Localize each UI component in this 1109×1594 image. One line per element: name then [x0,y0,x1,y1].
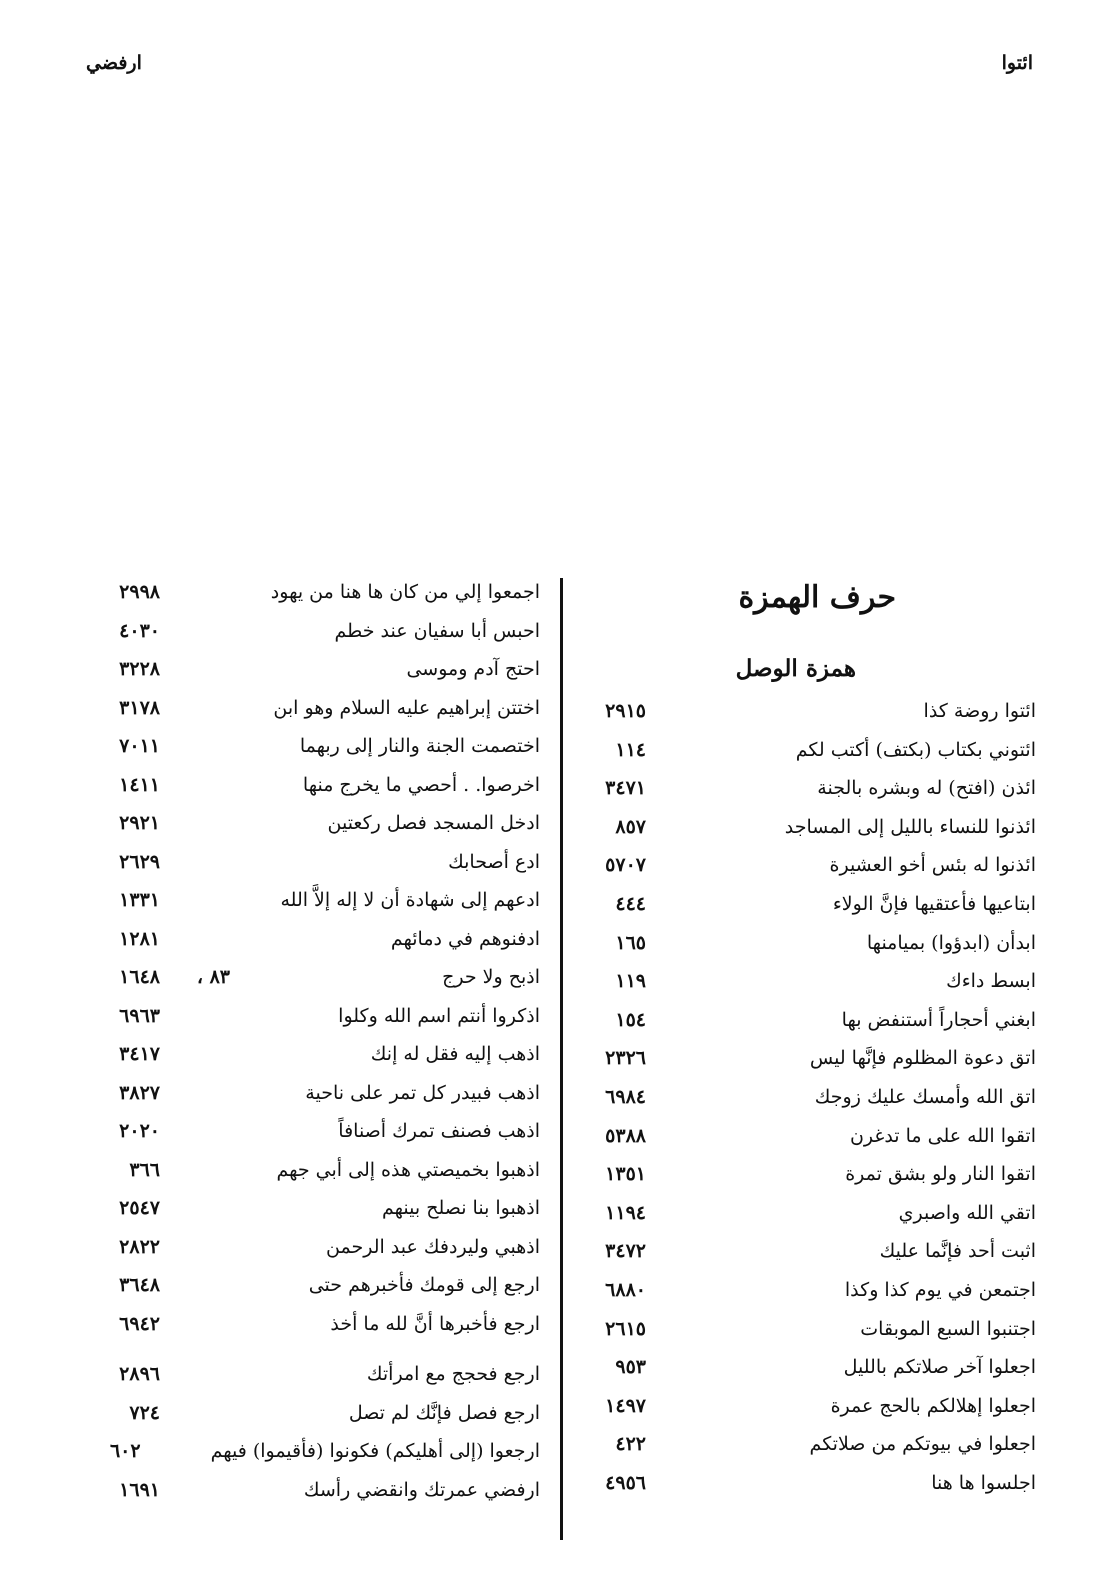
entry-text: اخرصوا. . أحصي ما يخرج منها [302,773,540,796]
entry-ref-number: ٣٤٧٢ [605,1240,646,1263]
index-entry [90,774,540,813]
entry-ref-number: ٢٦٢٩ [119,850,160,873]
index-entry [586,932,1036,971]
index-entry [90,1236,540,1275]
entry-text: ادع أصحابك [448,850,540,873]
section-title: حرف الهمزة [738,580,896,615]
left-column [90,581,540,1517]
entry-text: ارجع فأخبرها أنَّ لله ما أخذ [330,1312,540,1335]
entry-text: ائذنوا له بئس أخو العشيرة [829,854,1036,877]
entry-text: ارجع فحجج مع امرأتك [366,1363,540,1385]
entry-text: ابسط داءك [946,970,1036,993]
entry-ref-number: ١٥٤ [615,1008,646,1031]
entry-text: ارجع إلى قومك فأخبرهم حتى [308,1274,540,1296]
index-entry [90,1440,540,1479]
entry-ref-number: ٦٩٨٤ [605,1085,646,1108]
index-entry [90,851,540,890]
index-entry [586,1279,1036,1318]
spacer [90,1351,540,1363]
entry-ref-number: ٣٢٢٨ [119,658,160,680]
entry-text: اختصمت الجنة والنار إلى ربهما [299,735,540,757]
index-entry [90,1005,540,1044]
index-entry [90,1479,540,1518]
index-entry [586,1356,1036,1395]
entry-ref-number: ٦٩٤٢ [119,1312,160,1335]
entry-ref-number: ٢٩١٥ [605,700,646,722]
entry-ref-number: ٣٤١٧ [119,1043,160,1065]
entry-text: ائذن (افتح) له وبشره بالجنة [817,777,1036,800]
entry-text: اذهب فصنف تمرك أصنافاً [338,1120,540,1142]
index-entry [90,658,540,697]
entry-ref-number: ١١٩ [615,970,646,993]
entry-text: اذهب فبيدر كل تمر على ناحية [305,1081,540,1104]
entry-text: اجتمعن في يوم كذا وكذا [844,1278,1036,1301]
entry-ref-number: ١٦٩١ [119,1478,160,1501]
index-entry [586,1202,1036,1241]
entry-ref-number: ١٢٨١ [119,927,160,950]
entry-text: اذهب إليه فقل له إنك [370,1043,540,1065]
entry-text: اجعلوا إهلالكم بالحج عمرة [830,1394,1036,1417]
index-entry [90,581,540,620]
entry-text: ابغني أحجاراً أستنفض بها [841,1008,1036,1031]
index-entry [586,893,1036,932]
index-entry [90,735,540,774]
entry-ref-number: ٣٤٧١ [605,777,646,800]
entry-ref-number: ٧٢٤ [129,1401,160,1424]
entry-text: ارجعوا (إلى أهليكم) فكونوا (فأقيموا) فيهم [210,1440,540,1462]
entry-text: ابتاعيها فأعتقيها فإنَّ الولاء [832,892,1036,915]
index-entry [586,1433,1036,1472]
entry-ref-number: ٧٠١١ [119,735,160,757]
index-entry [90,1082,540,1121]
running-head-right: ائتوا [1001,52,1033,74]
entry-ref-number: ١١٩٤ [605,1201,646,1224]
running-head-left: ارفضي [86,52,142,74]
entry-ref-number: ١٤٩٧ [605,1394,646,1417]
entry-text: اثبت أحد فإنَّما عليك [879,1240,1036,1263]
index-entry [586,777,1036,816]
index-entry [90,1313,540,1352]
index-entry [586,970,1036,1009]
index-entry [586,1047,1036,1086]
entry-text: اجتنبوا السبع الموبقات [860,1317,1036,1340]
left-entries-list [90,581,540,1517]
entry-text: ائتوا روضة كذا [923,700,1036,722]
entry-text: ائتوني بكتاب (بكتف) أكتب لكم [795,738,1036,761]
index-entry [586,1240,1036,1279]
entry-ref-number: ١٣٥١ [605,1163,646,1186]
index-entry [90,1402,540,1441]
entry-text: اتقوا النار ولو بشق تمرة [845,1163,1036,1186]
entry-text: ادخل المسجد فصل ركعتين [327,812,540,834]
entry-text: اتقي الله واصبري [898,1201,1036,1224]
entry-text: اجعلوا آخر صلاتكم بالليل [843,1356,1036,1379]
entry-ref-number: ٣١٧٨ [119,696,160,719]
entry-ref-number: ٦٠٢ [109,1440,141,1462]
index-entry [90,1043,540,1082]
index-entry [586,1125,1036,1164]
entry-text: اتقوا الله على ما تدغرن [849,1124,1036,1147]
entry-ref-number: ١٦٥ [615,931,646,954]
entry-text: اتق الله وأمسك عليك زوجك [814,1085,1036,1108]
entry-text: ارجع فصل فإنَّك لم تصل [348,1401,540,1424]
entry-ref-number: ١٣٣١ [119,889,160,911]
entry-ref-number: ١٦٤٨ [119,966,160,988]
entry-ref-number: ١٤١١ [119,773,160,796]
entry-ref-number: ٤٩٥٦ [605,1471,646,1494]
entry-extra-ref: ٨٣ ، [196,966,230,988]
entry-text: اجلسوا ها هنا [931,1471,1036,1494]
entry-ref-number: ٢٣٢٦ [605,1047,646,1070]
index-entry [90,889,540,928]
entry-ref-number: ٥٣٨٨ [605,1124,646,1147]
entry-ref-number: ٦٩٦٣ [119,1004,160,1027]
entry-ref-number: ٤٢٢ [615,1433,646,1456]
entry-ref-number: ٢٥٤٧ [119,1197,160,1219]
entry-text: اذهبوا بخميصتي هذه إلى أبي جهم [276,1158,540,1181]
entry-text: احبس أبا سفيان عند خطم [334,619,540,642]
entry-text: اجمعوا إلي من كان ها هنا من يهود [270,581,540,603]
right-column [586,578,1036,1510]
index-entry [90,1197,540,1236]
entry-ref-number: ٤٠٣٠ [119,619,160,642]
index-entry [90,812,540,851]
index-entry [90,1274,540,1313]
entry-ref-number: ٢٦١٥ [605,1317,646,1340]
entry-text: اجعلوا في بيوتكم من صلاتكم [809,1433,1036,1456]
entry-text: اتق دعوة المظلوم فإنَّها ليس [809,1047,1036,1070]
entry-ref-number: ٨٥٧ [615,815,646,838]
entry-text: اختتن إبراهيم عليه السلام وهو ابن [273,696,540,719]
index-entry [90,1120,540,1159]
entry-ref-number: ٥٧٠٧ [605,854,646,877]
index-entry [90,928,540,967]
index-entry [586,1163,1036,1202]
index-entry [586,1009,1036,1048]
index-entry [586,700,1036,739]
column-divider [560,578,563,1540]
entry-ref-number: ٢٠٢٠ [119,1120,160,1142]
index-entry [586,1318,1036,1357]
index-entry [90,697,540,736]
index-entry [90,1363,540,1402]
entry-ref-number: ٤٤٤ [615,892,646,915]
entry-text: ادعهم إلى شهادة أن لا إله إلاَّ الله [280,889,540,911]
entry-text: ابدأن (ابدؤوا) بميامنها [866,931,1036,954]
index-entry [90,966,540,1005]
index-entry [586,854,1036,893]
entry-ref-number: ٢٩٢١ [119,812,160,834]
index-entry [90,620,540,659]
entry-text: ارفضي عمرتك وانقضي رأسك [303,1478,540,1501]
entry-text: اذبح ولا حرج [442,966,540,988]
entry-ref-number: ٣٦٤٨ [119,1274,160,1296]
entry-text: اذهبي وليردفك عبد الرحمن [326,1235,540,1258]
index-entry [586,1395,1036,1434]
sub-title: همزة الوصل [735,655,856,682]
entry-ref-number: ٩٥٣ [615,1356,646,1379]
entry-text: احتج آدم وموسى [406,658,540,680]
entry-ref-number: ٣٦٦ [129,1158,160,1181]
index-entry [586,1086,1036,1125]
index-entry [586,739,1036,778]
index-entry [586,1472,1036,1511]
entry-text: اذهبوا بنا نصلح بينهم [382,1197,540,1219]
entry-ref-number: ١١٤ [615,738,646,761]
entry-text: ادفنوهم في دمائهم [390,927,540,950]
index-entry [586,816,1036,855]
entry-ref-number: ٢٩٩٨ [119,581,160,603]
entry-text: ائذنوا للنساء بالليل إلى المساجد [784,815,1036,838]
entry-ref-number: ٦٨٨٠ [605,1278,646,1301]
entry-ref-number: ٢٨٩٦ [119,1363,160,1385]
entry-ref-number: ٣٨٢٧ [119,1081,160,1104]
right-entries-list [586,700,1036,1510]
entry-text: اذكروا أنتم اسم الله وكلوا [338,1004,540,1027]
index-entry [90,1159,540,1198]
entry-ref-number: ٢٨٢٢ [119,1235,160,1258]
